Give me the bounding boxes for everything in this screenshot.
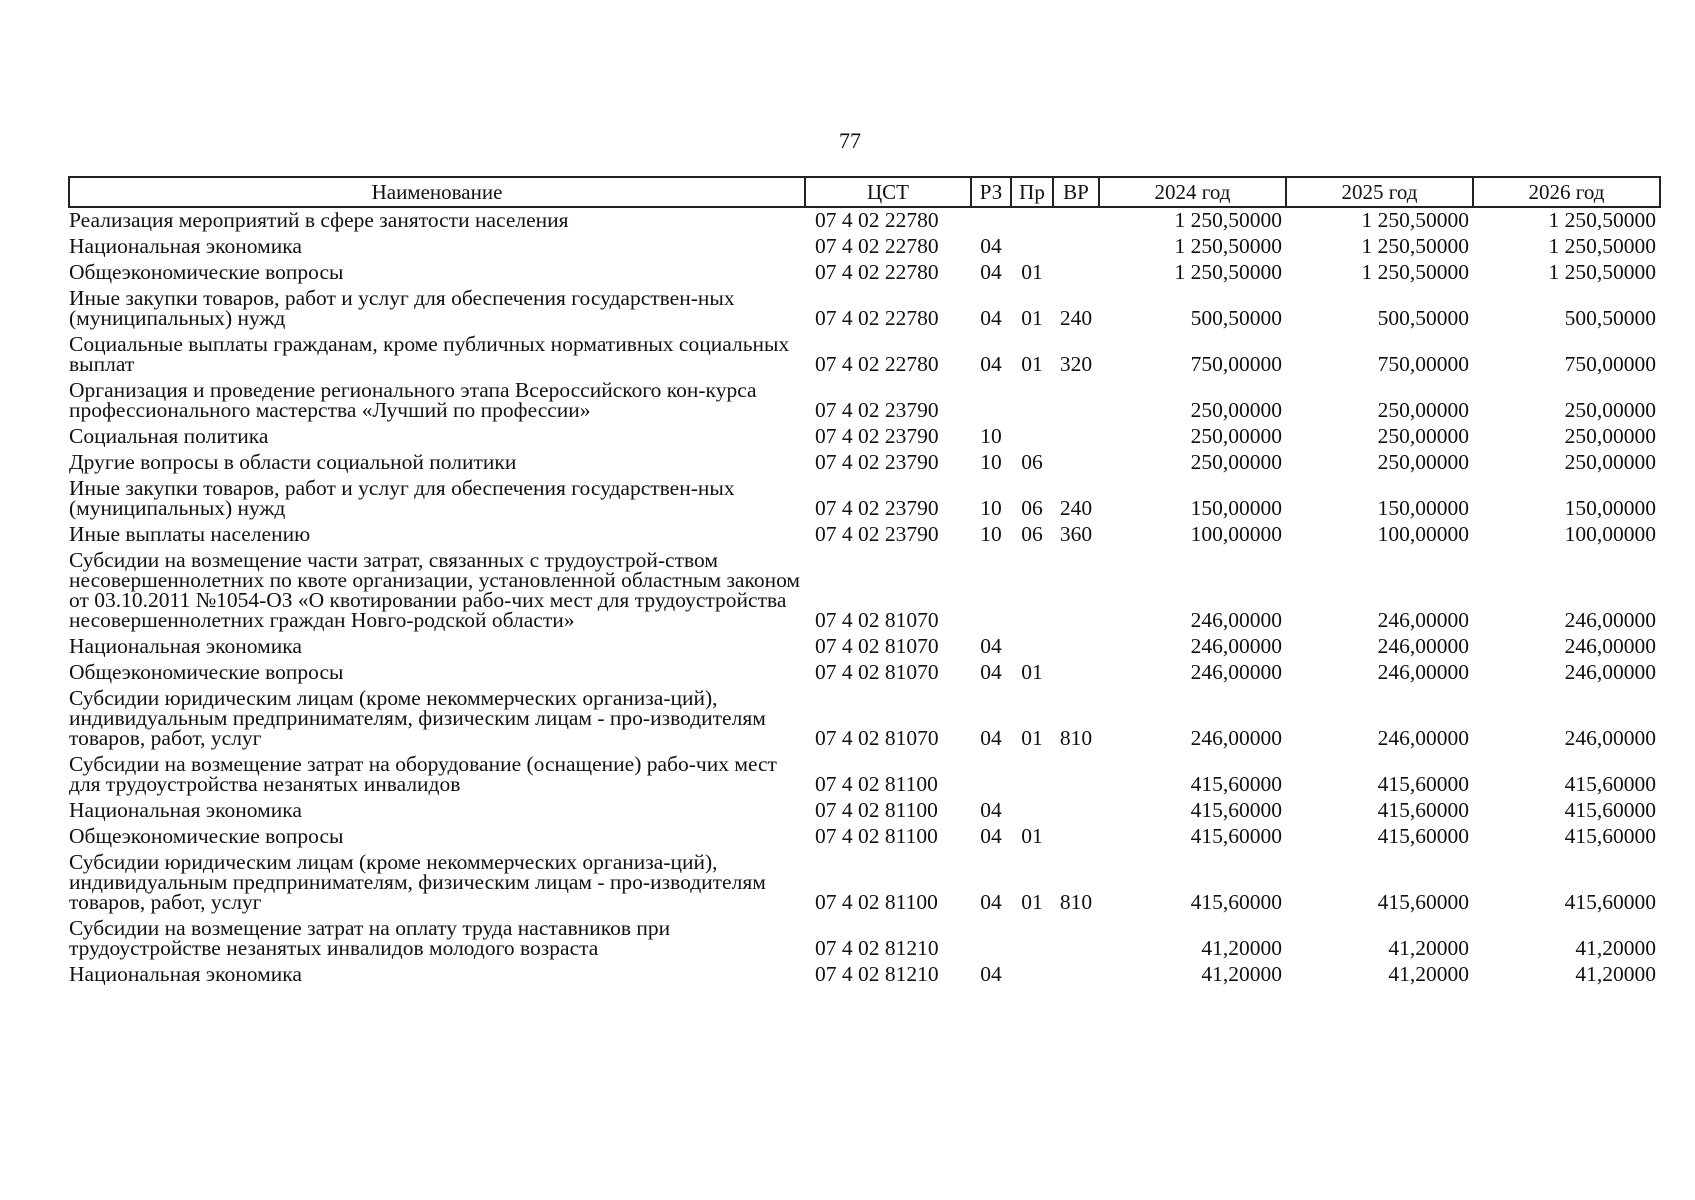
row-cst: 07 4 02 23790 — [815, 424, 939, 448]
row-pr — [1011, 424, 1053, 450]
row-vr: 240 — [1059, 306, 1093, 330]
row-value-2025: 1 250,50000 — [1361, 208, 1469, 232]
row-name: Общеэкономические вопросы — [69, 260, 344, 284]
row-cst: 07 4 02 81070 — [815, 634, 939, 658]
table-row — [69, 798, 1660, 824]
page-number: 77 — [839, 128, 861, 153]
row-rz: 04 — [980, 634, 1002, 658]
row-value-2025: 250,00000 — [1377, 450, 1469, 474]
row-cst: 07 4 02 81100 — [815, 798, 938, 822]
row-cst: 07 4 02 81210 — [815, 936, 939, 960]
row-rz — [971, 752, 1011, 798]
row-name: Общеэкономические вопросы — [69, 824, 344, 848]
row-value-2026: 246,00000 — [1564, 726, 1656, 750]
row-vr — [1053, 450, 1099, 476]
row-vr — [1053, 916, 1099, 962]
row-vr — [1053, 752, 1099, 798]
row-name: Социальные выплаты гражданам, кроме публичных нормативных социальных выплат — [69, 332, 790, 376]
row-value-2026: 41,20000 — [1575, 962, 1656, 986]
row-value-2025: 41,20000 — [1388, 936, 1469, 960]
table-row — [69, 824, 1660, 850]
row-value-2024: 1 250,50000 — [1174, 260, 1282, 284]
row-value-2024: 415,60000 — [1190, 772, 1282, 796]
row-value-2024: 415,60000 — [1190, 798, 1282, 822]
table-row — [69, 962, 1660, 988]
row-value-2024: 415,60000 — [1190, 824, 1282, 848]
row-name: Иные закупки товаров, работ и услуг для обеспечения государствен-ных (муниципальных) нужд — [69, 286, 735, 330]
row-value-2024: 250,00000 — [1190, 450, 1282, 474]
row-vr — [1053, 207, 1099, 234]
row-value-2024: 150,00000 — [1190, 496, 1282, 520]
row-cst: 07 4 02 22780 — [815, 260, 939, 284]
row-value-2025: 246,00000 — [1377, 726, 1469, 750]
row-value-2024: 250,00000 — [1190, 424, 1282, 448]
row-pr: 06 — [1021, 522, 1043, 546]
table-row — [69, 260, 1660, 286]
table-row — [69, 378, 1660, 424]
row-pr — [1011, 798, 1053, 824]
row-vr: 810 — [1059, 890, 1093, 914]
row-rz — [971, 207, 1011, 234]
row-pr — [1011, 752, 1053, 798]
row-pr — [1011, 548, 1053, 634]
row-pr: 01 — [1021, 726, 1043, 750]
row-value-2025: 415,60000 — [1377, 890, 1469, 914]
header-pr: Пр — [1011, 177, 1053, 207]
row-value-2025: 150,00000 — [1377, 496, 1469, 520]
row-value-2024: 750,00000 — [1190, 352, 1282, 376]
row-rz: 10 — [980, 450, 1002, 474]
table-row — [69, 207, 1660, 234]
row-rz: 10 — [980, 424, 1002, 448]
row-value-2024: 1 250,50000 — [1174, 234, 1282, 258]
row-rz: 04 — [980, 306, 1002, 330]
row-pr — [1011, 916, 1053, 962]
row-name: Общеэкономические вопросы — [69, 660, 344, 684]
row-rz — [971, 378, 1011, 424]
row-vr: 240 — [1059, 496, 1093, 520]
row-name: Социальная политика — [69, 424, 269, 448]
row-value-2024: 1 250,50000 — [1174, 208, 1282, 232]
row-vr: 360 — [1059, 522, 1093, 546]
row-value-2025: 500,50000 — [1377, 306, 1469, 330]
row-value-2026: 250,00000 — [1564, 450, 1656, 474]
table-row — [69, 686, 1660, 752]
row-value-2026: 415,60000 — [1564, 772, 1656, 796]
row-vr — [1053, 798, 1099, 824]
row-value-2026: 415,60000 — [1564, 890, 1656, 914]
row-value-2024: 246,00000 — [1190, 608, 1282, 632]
row-value-2024: 246,00000 — [1190, 634, 1282, 658]
row-name: Субсидии на возмещение части затрат, связанных с трудоустрой-ством несовершеннолетних по квоте организации, установленной областным законом от 03.10.2011 №1054-ОЗ «О квотировании рабо-чих мест для трудоустройства несовершеннолетних граждан Новго-родской области» — [69, 548, 801, 632]
row-cst: 07 4 02 22780 — [815, 352, 939, 376]
row-value-2026: 150,00000 — [1564, 496, 1656, 520]
row-rz: 04 — [980, 660, 1002, 684]
row-value-2026: 246,00000 — [1564, 634, 1656, 658]
row-cst: 07 4 02 22780 — [815, 306, 939, 330]
row-rz: 04 — [980, 260, 1002, 284]
row-name: Национальная экономика — [69, 962, 302, 986]
row-value-2026: 246,00000 — [1564, 660, 1656, 684]
row-pr: 06 — [1021, 496, 1043, 520]
row-value-2025: 41,20000 — [1388, 962, 1469, 986]
row-cst: 07 4 02 81100 — [815, 890, 938, 914]
row-cst: 07 4 02 81070 — [815, 608, 939, 632]
row-value-2024: 246,00000 — [1190, 726, 1282, 750]
row-rz: 04 — [980, 890, 1002, 914]
row-name: Субсидии юридическим лицам (кроме некоммерческих организа-ций), индивидуальным предпринимателям, физическим лицам - про-изводителям товаров, работ, услуг — [69, 850, 766, 914]
row-rz — [971, 548, 1011, 634]
row-value-2026: 415,60000 — [1564, 824, 1656, 848]
row-name: Другие вопросы в области социальной политики — [69, 450, 517, 474]
row-vr — [1053, 824, 1099, 850]
header-2025: 2025 год — [1286, 177, 1473, 207]
row-name: Национальная экономика — [69, 798, 302, 822]
row-name: Реализация мероприятий в сфере занятости населения — [69, 208, 569, 232]
table-row — [69, 476, 1660, 522]
row-rz: 04 — [980, 798, 1002, 822]
table-body — [69, 207, 1660, 988]
table-row — [69, 522, 1660, 548]
table-row — [69, 234, 1660, 260]
header-2026: 2026 год — [1473, 177, 1660, 207]
row-vr — [1053, 548, 1099, 634]
row-value-2026: 1 250,50000 — [1548, 234, 1656, 258]
row-value-2024: 250,00000 — [1190, 398, 1282, 422]
row-cst: 07 4 02 23790 — [815, 398, 939, 422]
row-value-2026: 415,60000 — [1564, 798, 1656, 822]
row-value-2024: 41,20000 — [1201, 936, 1282, 960]
row-rz: 04 — [980, 352, 1002, 376]
table-row — [69, 634, 1660, 660]
header-2024: 2024 год — [1099, 177, 1286, 207]
row-cst: 07 4 02 23790 — [815, 450, 939, 474]
row-pr — [1011, 962, 1053, 988]
row-pr: 01 — [1021, 890, 1043, 914]
row-name: Национальная экономика — [69, 234, 302, 258]
row-rz: 04 — [980, 962, 1002, 986]
row-vr: 810 — [1059, 726, 1093, 750]
row-value-2026: 500,50000 — [1564, 306, 1656, 330]
row-cst: 07 4 02 23790 — [815, 522, 939, 546]
row-name: Организация и проведение регионального этапа Всероссийского кон-курса профессионального мастерства «Лучший по профессии» — [69, 378, 757, 422]
row-vr — [1053, 962, 1099, 988]
row-value-2024: 100,00000 — [1190, 522, 1282, 546]
row-vr — [1053, 234, 1099, 260]
row-value-2024: 41,20000 — [1201, 962, 1282, 986]
row-pr: 01 — [1021, 824, 1043, 848]
row-name: Иные закупки товаров, работ и услуг для обеспечения государствен-ных (муниципальных) нужд — [69, 476, 735, 520]
row-pr — [1011, 634, 1053, 660]
row-value-2025: 246,00000 — [1377, 634, 1469, 658]
row-value-2025: 415,60000 — [1377, 772, 1469, 796]
row-value-2024: 415,60000 — [1190, 890, 1282, 914]
row-pr: 01 — [1021, 352, 1043, 376]
row-cst: 07 4 02 22780 — [815, 234, 939, 258]
table-row — [69, 332, 1660, 378]
header-rz: РЗ — [971, 177, 1011, 207]
header-cst: ЦСТ — [805, 177, 971, 207]
row-value-2024: 500,50000 — [1190, 306, 1282, 330]
table-row — [69, 424, 1660, 450]
table-row — [69, 916, 1660, 962]
row-pr: 01 — [1021, 660, 1043, 684]
row-pr: 01 — [1021, 260, 1043, 284]
row-pr — [1011, 378, 1053, 424]
row-value-2026: 250,00000 — [1564, 398, 1656, 422]
row-value-2024: 246,00000 — [1190, 660, 1282, 684]
row-name: Субсидии на возмещение затрат на оплату труда наставников при трудоустройстве незанятых инвалидов молодого возраста — [69, 916, 671, 960]
row-cst: 07 4 02 81070 — [815, 660, 939, 684]
row-rz — [971, 916, 1011, 962]
row-vr — [1053, 634, 1099, 660]
row-cst: 07 4 02 22780 — [815, 208, 939, 232]
row-value-2026: 1 250,50000 — [1548, 260, 1656, 284]
row-value-2026: 250,00000 — [1564, 424, 1656, 448]
row-vr — [1053, 378, 1099, 424]
header-vr: ВР — [1053, 177, 1099, 207]
row-value-2025: 100,00000 — [1377, 522, 1469, 546]
table-row — [69, 660, 1660, 686]
row-name: Национальная экономика — [69, 634, 302, 658]
row-vr: 320 — [1059, 352, 1093, 376]
budget-table — [68, 176, 1661, 988]
row-vr — [1053, 260, 1099, 286]
row-cst: 07 4 02 81100 — [815, 824, 938, 848]
row-vr — [1053, 660, 1099, 686]
row-value-2025: 246,00000 — [1377, 660, 1469, 684]
row-pr — [1011, 234, 1053, 260]
row-cst: 07 4 02 23790 — [815, 496, 939, 520]
row-value-2025: 415,60000 — [1377, 824, 1469, 848]
row-value-2026: 750,00000 — [1564, 352, 1656, 376]
row-name: Субсидии на возмещение затрат на оборудование (оснащение) рабо-чих мест для трудоустройства незанятых инвалидов — [69, 752, 777, 796]
row-name: Субсидии юридическим лицам (кроме некоммерческих организа-ций), индивидуальным предпринимателям, физическим лицам - про-изводителям товаров, работ, услуг — [69, 686, 766, 750]
table-row — [69, 850, 1660, 916]
table-row — [69, 548, 1660, 634]
row-pr — [1011, 207, 1053, 234]
table-row — [69, 450, 1660, 476]
row-rz: 04 — [980, 234, 1002, 258]
row-rz: 10 — [980, 522, 1002, 546]
row-value-2026: 1 250,50000 — [1548, 208, 1656, 232]
row-value-2025: 1 250,50000 — [1361, 260, 1469, 284]
row-cst: 07 4 02 81210 — [815, 962, 939, 986]
row-rz: 04 — [980, 824, 1002, 848]
row-value-2026: 246,00000 — [1564, 608, 1656, 632]
row-value-2025: 750,00000 — [1377, 352, 1469, 376]
row-value-2026: 100,00000 — [1564, 522, 1656, 546]
row-value-2025: 250,00000 — [1377, 398, 1469, 422]
row-vr — [1053, 424, 1099, 450]
row-value-2025: 415,60000 — [1377, 798, 1469, 822]
row-cst: 07 4 02 81100 — [815, 772, 938, 796]
table-row — [69, 286, 1660, 332]
row-name: Иные выплаты населению — [69, 522, 311, 546]
row-rz: 10 — [980, 496, 1002, 520]
row-cst: 07 4 02 81070 — [815, 726, 939, 750]
row-value-2025: 250,00000 — [1377, 424, 1469, 448]
row-pr: 06 — [1021, 450, 1043, 474]
row-value-2025: 1 250,50000 — [1361, 234, 1469, 258]
row-pr: 01 — [1021, 306, 1043, 330]
table-row — [69, 752, 1660, 798]
row-rz: 04 — [980, 726, 1002, 750]
row-value-2026: 41,20000 — [1575, 936, 1656, 960]
row-value-2025: 246,00000 — [1377, 608, 1469, 632]
header-name: Наименование — [69, 177, 805, 207]
table-header — [69, 177, 1660, 207]
